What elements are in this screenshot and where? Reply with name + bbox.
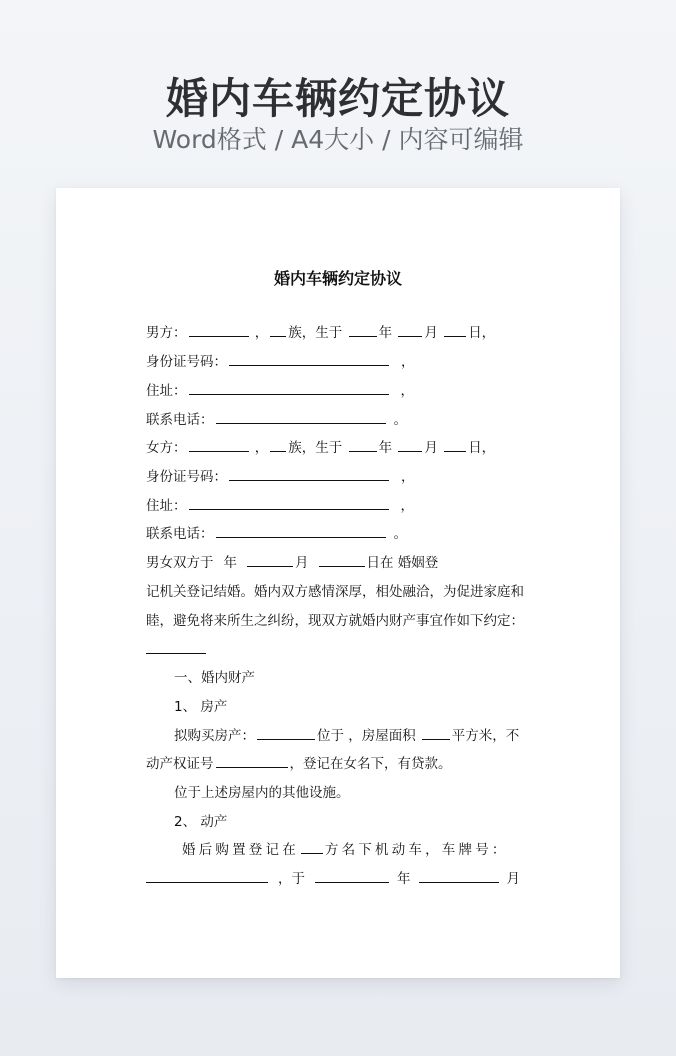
- vehicle-month-label: 月: [506, 871, 520, 887]
- property-line-2: [146, 755, 580, 773]
- marriage-line-1: [146, 554, 580, 572]
- male-day-label: 日，: [468, 325, 496, 341]
- male-name-blank[interactable]: [189, 324, 249, 337]
- vehicle-plate-blank[interactable]: [146, 870, 268, 883]
- female-year-label: 年: [378, 440, 393, 456]
- female-month-blank[interactable]: [398, 439, 422, 452]
- male-day-blank[interactable]: [444, 324, 466, 337]
- male-month-blank[interactable]: [398, 324, 422, 337]
- vehicle-line-1: [182, 841, 580, 859]
- female-day-blank[interactable]: [444, 439, 466, 452]
- marriage-month-label: 月: [295, 555, 309, 571]
- female-id-comma: ，: [401, 469, 415, 485]
- male-id-label: 身份证号码：: [146, 354, 227, 370]
- male-phone-line: [146, 411, 580, 429]
- female-ethnicity-label: 族，生于: [288, 440, 343, 456]
- marriage-agreement-blank[interactable]: [146, 641, 206, 654]
- male-month-label: 月: [424, 325, 438, 341]
- marriage-text: 男女双方于: [146, 555, 214, 571]
- female-phone-blank[interactable]: [216, 525, 386, 538]
- property-area-label: 平方米，不: [451, 728, 520, 744]
- male-phone-period: 。: [393, 412, 407, 428]
- vehicle-line-2: [146, 870, 580, 888]
- property-area-blank[interactable]: [422, 727, 450, 740]
- male-phone-label: 联系电话：: [146, 412, 214, 428]
- document-page: [56, 188, 620, 978]
- female-id-label: 身份证号码：: [146, 469, 227, 485]
- female-ethnicity-blank[interactable]: [270, 439, 286, 452]
- marriage-line-3: 睦，避免将来所生之纠纷，现双方就婚内财产事宜作如下约定：: [146, 613, 524, 629]
- vehicle-year-blank[interactable]: [315, 870, 389, 883]
- page-subtitle: Word格式 / A4大小 / 内容可编辑: [152, 125, 524, 154]
- male-id-blank[interactable]: [229, 353, 389, 366]
- property-line-1: [174, 727, 580, 745]
- facilities-line: 位于上述房屋内的其他设施。: [174, 785, 350, 801]
- female-id-line: [146, 468, 580, 486]
- page-title: 婚内车辆约定协议: [165, 74, 510, 123]
- male-address-label: 住址：: [146, 383, 187, 399]
- female-address-comma: ，: [400, 498, 414, 514]
- property-location-label: 位于 ，房屋面积: [317, 728, 416, 744]
- marriage-year-label: 年: [223, 555, 237, 571]
- female-line: 女方： ， 族，生于 年 月 日，: [146, 440, 496, 456]
- female-label: 女方：: [146, 440, 187, 456]
- section-1-heading: 一、婚内财产: [174, 670, 255, 686]
- male-ethnicity-label: 族，生于: [288, 325, 343, 341]
- female-address-blank[interactable]: [189, 497, 389, 510]
- vehicle-date-label: ，于: [278, 871, 305, 887]
- male-year-blank[interactable]: [349, 324, 377, 337]
- marriage-day-label: 日在 婚姻登: [366, 555, 439, 571]
- vehicle-plate-label: 方名下机动车，车牌号：: [324, 842, 509, 858]
- male-address-blank[interactable]: [189, 382, 389, 395]
- item-2-heading: 2、 动产: [174, 814, 228, 830]
- marriage-line-4: [146, 641, 580, 659]
- item-1-heading: 1、 房产: [174, 699, 228, 715]
- marriage-day-blank[interactable]: [319, 554, 365, 567]
- property-blank[interactable]: [257, 727, 315, 740]
- female-address-line: [146, 497, 580, 515]
- male-id-line: [146, 353, 580, 371]
- female-id-blank[interactable]: [229, 468, 389, 481]
- vehicle-year-label: 年: [397, 871, 411, 887]
- female-month-label: 月: [424, 440, 438, 456]
- female-phone-period: 。: [393, 526, 407, 542]
- male-address-comma: ，: [400, 383, 414, 399]
- female-year-blank[interactable]: [349, 439, 377, 452]
- property-cert-text: ，登记在女名下，有贷款。: [289, 756, 452, 772]
- vehicle-month-blank[interactable]: [419, 870, 499, 883]
- male-label: 男方：: [146, 325, 187, 341]
- female-day-label: 日，: [468, 440, 496, 456]
- male-year-label: 年: [378, 325, 393, 341]
- vehicle-owner-blank[interactable]: [301, 841, 323, 854]
- marriage-month-blank[interactable]: [247, 554, 293, 567]
- property-label: 拟购买房产：: [174, 728, 255, 744]
- male-ethnicity-blank[interactable]: [270, 324, 286, 337]
- vehicle-text: 婚后购置登记在: [182, 842, 299, 858]
- male-id-comma: ，: [401, 354, 415, 370]
- male-line: 男方： ， 族，生于 年 月 日，: [146, 325, 496, 341]
- female-name-blank[interactable]: [189, 439, 249, 452]
- male-phone-blank[interactable]: [216, 411, 386, 424]
- female-phone-label: 联系电话：: [146, 526, 214, 542]
- female-phone-line: [146, 525, 580, 543]
- marriage-line-2: 记机关登记结婚。婚内双方感情深厚，相处融洽，为促进家庭和: [146, 584, 524, 600]
- female-address-label: 住址：: [146, 498, 187, 514]
- document-title: 婚内车辆约定协议: [273, 269, 402, 288]
- property-cert-label: 动产权证号: [146, 756, 214, 772]
- property-cert-blank[interactable]: [216, 755, 288, 768]
- male-address-line: [146, 382, 580, 400]
